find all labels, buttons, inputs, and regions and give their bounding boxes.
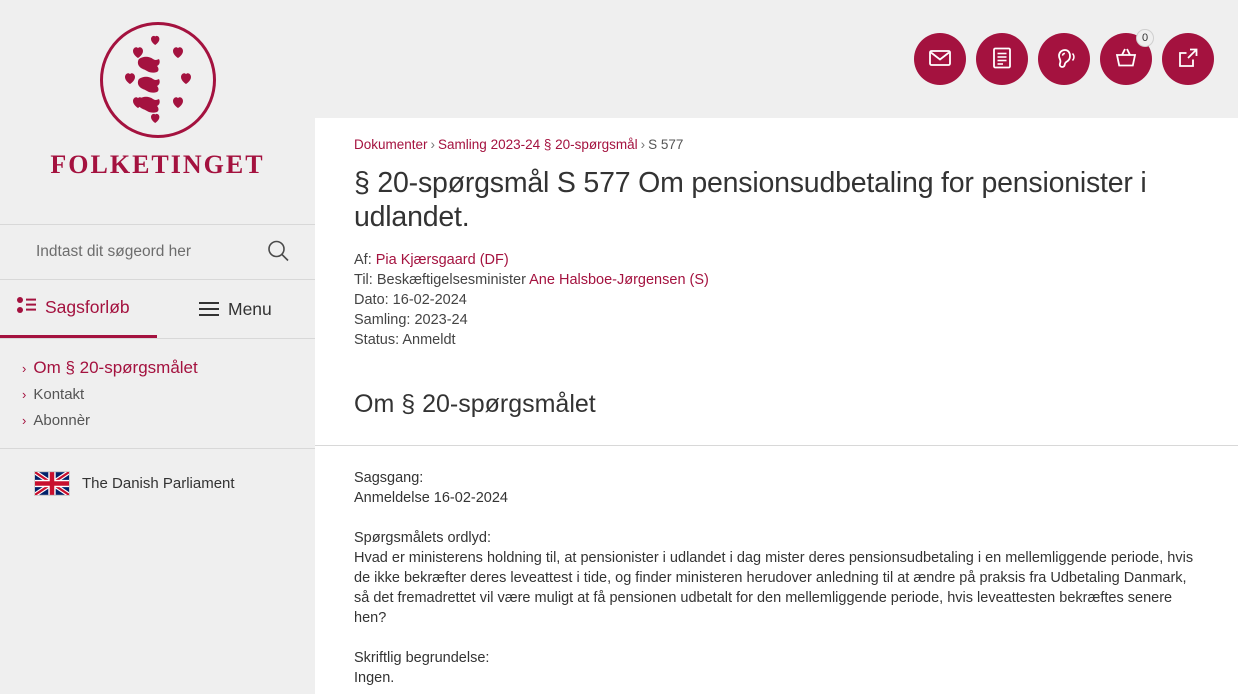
- listen-ear-icon: [1051, 45, 1077, 74]
- meta-recipient-prefix: Beskæftigelsesminister: [376, 272, 526, 288]
- section-content: [354, 446, 1199, 688]
- sidebar-nav: [0, 339, 315, 449]
- language-label: The Danish Parliament: [82, 475, 235, 492]
- document-meta: [354, 250, 1199, 350]
- sidebar: [0, 0, 315, 694]
- meta-status: Status: Anmeldt: [354, 332, 456, 348]
- search-bar[interactable]: [0, 224, 315, 280]
- tab-menu[interactable]: [157, 280, 315, 338]
- ordlyd-label: Spørgsmålets ordlyd:: [354, 530, 491, 546]
- meta-recipient-row: [354, 270, 1199, 290]
- meta-recipient-label: Til:: [354, 272, 373, 288]
- begrundelse-value: Ingen.: [354, 670, 395, 686]
- sagsgang-value: Anmeldelse 16-02-2024: [354, 490, 508, 506]
- breadcrumb-item-dokumenter[interactable]: Dokumenter: [354, 137, 428, 152]
- document-body: [315, 118, 1238, 688]
- tab-sagsforlob[interactable]: [0, 280, 157, 338]
- meta-author-row: [354, 250, 1199, 270]
- hamburger-icon: [199, 302, 219, 316]
- main-content: [315, 0, 1238, 694]
- mail-icon: [927, 45, 953, 74]
- chevron-right-icon: ›: [22, 387, 27, 402]
- header-icon-bar: [914, 33, 1214, 85]
- uk-flag-icon: [34, 471, 70, 496]
- sidebar-item-label: Kontakt: [33, 386, 85, 403]
- basket-count-badge: 0: [1136, 29, 1154, 47]
- breadcrumb-separator: ›: [640, 137, 646, 152]
- listen-ear-icon-button[interactable]: [1038, 33, 1090, 85]
- search-button[interactable]: [261, 235, 295, 269]
- document-icon-button[interactable]: [976, 33, 1028, 85]
- begrundelse-label: Skriftlig begrundelse:: [354, 650, 490, 666]
- sidebar-item-kontakt[interactable]: [22, 382, 315, 408]
- meta-date: Dato: 16-02-2024: [354, 292, 467, 308]
- sidebar-item-label: Abonnèr: [33, 412, 91, 429]
- danish-coat-of-arms-icon: [100, 22, 216, 138]
- search-input[interactable]: [34, 242, 261, 262]
- language-switcher[interactable]: [0, 449, 315, 496]
- meta-author-label: Af:: [354, 252, 372, 268]
- header-band: [315, 0, 1238, 118]
- search-icon: [264, 237, 292, 268]
- document-icon: [989, 45, 1015, 74]
- breadcrumb-item-samling[interactable]: Samling 2023-24 § 20-spørgsmål: [438, 137, 638, 152]
- sidebar-item-label: Om § 20-spørgsmålet: [33, 358, 198, 377]
- sidebar-item-om-spoergsmaalet[interactable]: [22, 355, 315, 382]
- meta-recipient-link[interactable]: Ane Halsboe-Jørgensen (S): [529, 272, 709, 288]
- external-link-icon-button[interactable]: [1162, 33, 1214, 85]
- basket-icon: [1113, 45, 1139, 74]
- page-title: § 20-spørgsmål S 577 Om pensionsudbetaling for pensionister i udlandet.: [354, 167, 1147, 233]
- section-heading: Om § 20-spørgsmålet: [354, 390, 596, 418]
- spacer: [354, 508, 1199, 528]
- breadcrumb-separator: ›: [430, 137, 436, 152]
- tab-sagsforlob-label: Sagsforløb: [45, 297, 130, 317]
- ordlyd-value: Hvad er ministerens holdning til, at pensionister i udlandet i dag mister deres pensionsudbetaling i en mellemliggende periode, hvis de ikke bekræfter deres leveattest i tide, og finder ministeren herudover anledning til at ændre på praksis fra Udbetaling Danmark, så det fremadrettet vil være muligt at få pensionen udbetalt for den mellemliggende periode, hvis leveattesten bekræftes senere hen?: [354, 550, 1194, 626]
- mail-icon-button[interactable]: [914, 33, 966, 85]
- folketinget-wordmark: FOLKETINGET: [50, 150, 265, 179]
- sidebar-tabs: [0, 280, 315, 339]
- tab-menu-label: Menu: [228, 298, 272, 319]
- chevron-right-icon: ›: [22, 413, 27, 428]
- meta-author-link[interactable]: Pia Kjærsgaard (DF): [375, 252, 509, 268]
- spacer: [354, 628, 1199, 648]
- logo-block[interactable]: [0, 0, 315, 180]
- external-link-icon: [1175, 45, 1201, 74]
- chevron-right-icon: ›: [22, 361, 27, 376]
- basket-icon-button[interactable]: [1100, 33, 1152, 85]
- breadcrumb-item-current: S 577: [648, 137, 684, 152]
- case-flow-icon: [16, 296, 36, 319]
- sidebar-item-abonner[interactable]: [22, 408, 315, 434]
- meta-session: Samling: 2023-24: [354, 312, 468, 328]
- sagsgang-label: Sagsgang:: [354, 470, 424, 486]
